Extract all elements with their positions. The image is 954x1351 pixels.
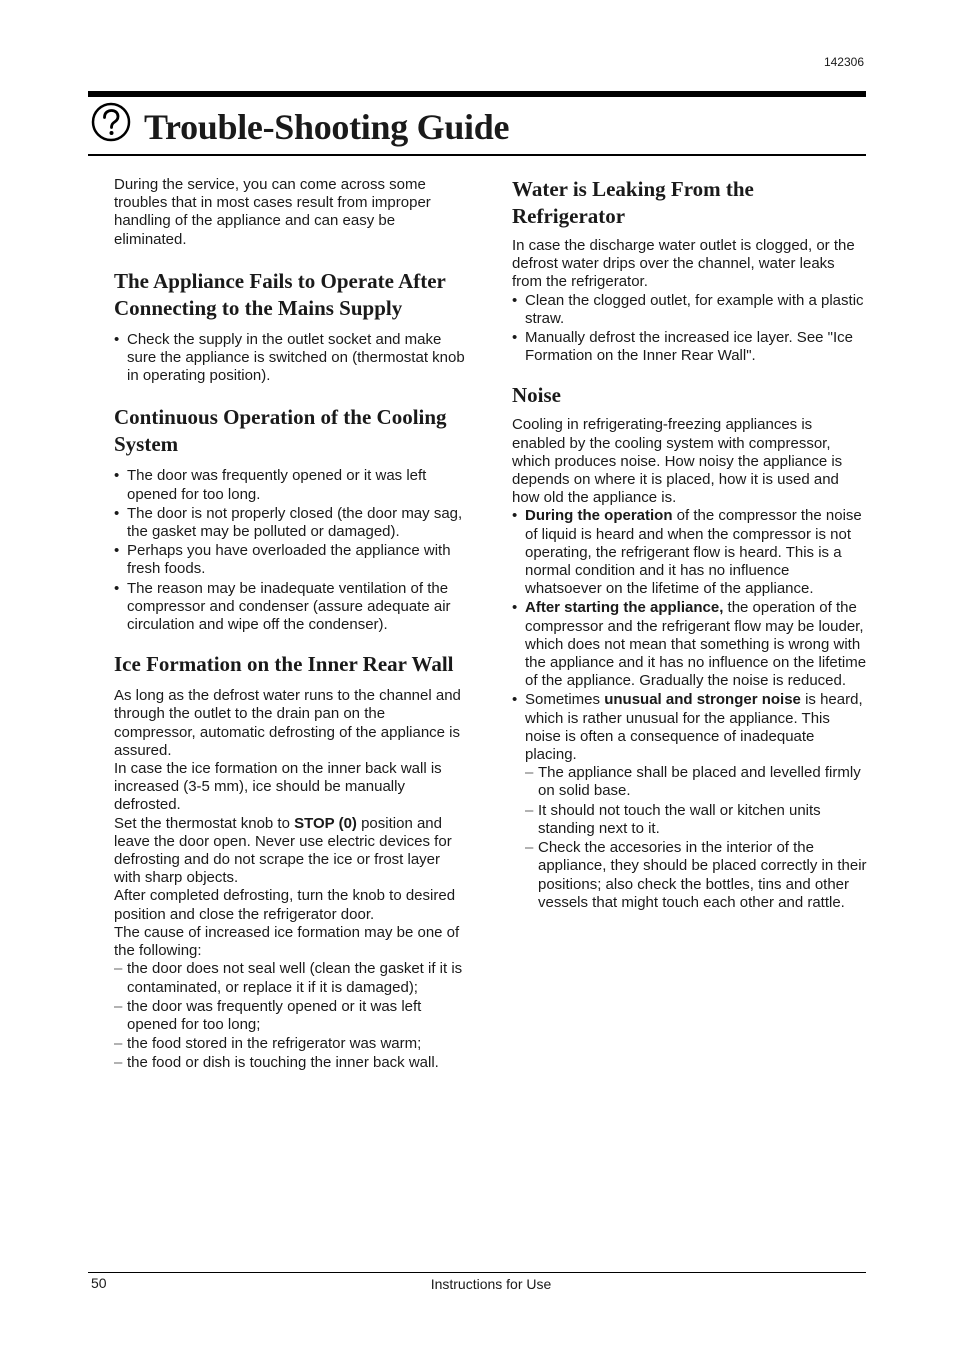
- list-item: – the door was frequently opened or it was left opened for too long;: [114, 997, 422, 1033]
- heading-water-leaking: Water is Leaking From the Refrigerator: [512, 177, 754, 228]
- noise-intro: Cooling in refrigerating-freezing appliances is enabled by the cooling system with compressor, which produces noise. How noisy the appliance is depends on where it is placed, how it is used and how old the appliance is.: [512, 416, 843, 507]
- list-item: • Clean the clogged outlet, for example with a plastic straw.: [512, 292, 868, 328]
- list-item: – the food or dish is touching the inner back wall.: [114, 1054, 439, 1072]
- list-item: • The door is not properly closed (the door may sag, the gasket may be polluted or damaged).: [114, 505, 470, 541]
- list-item: • The door was frequently opened or it was left opened for too long.: [114, 467, 470, 503]
- list-item: – The appliance shall be placed and levelled firmly on solid base.: [525, 764, 861, 800]
- heading-continuous-operation: Continuous Operation of the Cooling System: [114, 405, 447, 457]
- continuous-operation-list: [114, 467, 470, 634]
- heading-ice-formation: Ice Formation on the Inner Rear Wall: [114, 652, 454, 677]
- list-item: • The reason may be inadequate ventilation of the compressor and condenser (assure adequate air circulation and wipe off the condenser).: [114, 580, 470, 635]
- heading-fails-to-operate: The Appliance Fails to Operate After Connecting to the Mains Supply: [114, 268, 446, 320]
- fails-to-operate-list: [114, 331, 470, 386]
- placement-sublist: [525, 764, 868, 912]
- ice-paragraph-2: In case the ice formation on the inner back wall is increased (3-5 mm), ice should be manually defrosted.: [114, 760, 442, 814]
- ice-paragraph-4: After completed defrosting, turn the knob to desired position and close the refrigerator door.: [114, 887, 456, 923]
- right-column: [512, 176, 868, 913]
- footer-rule: [88, 1272, 866, 1273]
- list-item: – Check the accesories in the interior of the appliance, they should be placed correctly in their positions; also check the bottles, tins and other vessels that might touch each other and rattle.: [525, 839, 867, 911]
- title-block: [88, 100, 866, 156]
- page-title: Trouble-Shooting Guide: [144, 107, 510, 147]
- list-item: • After starting the appliance, the operation of the compressor and the refrigerant flow may be louder, which does not mean that something is wrong with the appliance and it has no influence on the lifetime of the appliance. Gradually the noise is reduced.: [512, 599, 868, 690]
- list-item: • Perhaps you have overloaded the appliance with fresh foods.: [114, 542, 470, 578]
- ice-causes-list: [114, 960, 470, 1072]
- list-item: • Sometimes unusual and stronger noise is heard, which is rather unusual for the appliance. This noise is often a consequence of inadequate placing. – The appliance shall be placed and levelled firmly on solid base. – It should not touch the wall or kitchen units standing next to it. – Check the accesories in the interior of the appliance, they should be placed correctly in their positions; also check the bottles, tins and other vessels that might touch each other and rattle.: [512, 691, 868, 911]
- footer-label: Instructions for Use: [430, 1276, 552, 1292]
- noise-list: [512, 507, 868, 911]
- left-column: [114, 176, 470, 1074]
- intro-paragraph: During the service, you can come across some troubles that in most cases result from improper handling of the appliance and can easy be eliminated.: [114, 176, 431, 248]
- stop-setting: STOP (0): [294, 814, 357, 832]
- header-bar: [88, 91, 866, 97]
- heading-noise: Noise: [512, 383, 561, 408]
- page-number: 50: [91, 1275, 107, 1291]
- list-item: • Manually defrost the increased ice layer. See "Ice Formation on the Inner Rear Wall".: [512, 329, 868, 365]
- water-leaking-intro: In case the discharge water outlet is clogged, or the defrost water drips over the channel, water leaks from the refrigerator.: [512, 237, 855, 291]
- list-item: • Check the supply in the outlet socket and make sure the appliance is switched on (thermostat knob in operating position).: [114, 331, 470, 386]
- ice-paragraph-1: As long as the defrost water runs to the channel and through the outlet to the drain pan on the compressor, automatic defrosting of the appliance is assured.: [114, 687, 461, 759]
- document-id: 142306: [823, 55, 864, 69]
- list-item: – the food stored in the refrigerator was warm;: [114, 1035, 422, 1053]
- list-item: – It should not touch the wall or kitchen units standing next to it.: [525, 801, 821, 837]
- ice-paragraph-5: The cause of increased ice formation may be one of the following:: [114, 923, 460, 960]
- list-item: – the door does not seal well (clean the gasket if it is contaminated, or replace it if it is damaged);: [114, 960, 463, 996]
- water-leaking-list: [512, 292, 868, 366]
- question-circle-icon: [91, 102, 131, 142]
- list-item: • During the operation of the compressor the noise of liquid is heard and when the compressor is not operating, the refrigerant flow is heard. This is a normal condition and it has no influence whatsoever on the lifetime of the appliance.: [512, 507, 868, 598]
- ice-paragraph-3: Set the thermostat knob to STOP (0) position and leave the door open. Never use electric devices for defrosting and do not scrape the ice or frost layer with sharp objects.: [114, 814, 452, 887]
